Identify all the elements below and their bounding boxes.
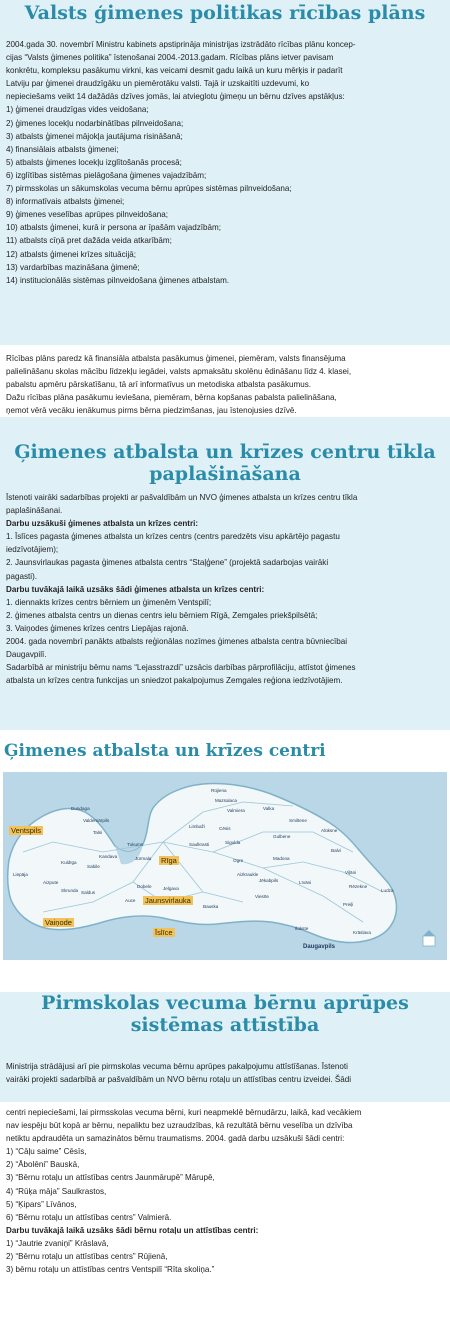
svg-text:Tukums: Tukums: [127, 842, 144, 847]
paragraph-line: nav iespēju būt kopā ar bērnu, nepaliktu bez uzraudzības, kā rezultātā bērnu veselība un dzīvība: [6, 1121, 353, 1131]
list-item: 5) “Ķipars” Līvānos,: [6, 1199, 77, 1209]
section-family-policy: [0, 0, 450, 345]
list-item: 4) “Rūķa māja” Saulkrastos,: [6, 1186, 107, 1196]
list-item: 2. ģimenes atbalsta centrs un dienas centrs ielu bērniem Rīgā, Zemgales priekšpilsētā;: [6, 610, 318, 620]
svg-text:Smiltene: Smiltene: [289, 818, 307, 823]
section-preschool-care: [0, 992, 450, 1102]
list-item: 1. diennakts krīzes centrs bērniem un ģimenēm Ventspilī;: [6, 597, 212, 607]
list-item: 12) atbalsts ģimenei krīzes situācijā;: [6, 249, 137, 259]
paragraph-line: atbalsta un krīzes centra funkcijas un sniedzot pakalpojumus Zemgales reģiona iedzīvotājiem.: [6, 676, 343, 686]
list-item: 6) izglītības sistēmas pielāgošana ģimenes vajadzībām;: [6, 170, 207, 180]
paragraph-line: Sadarbībā ar ministriju bērnu nams “Lejasstrazdi” uzsācis darbības pārprofilāciju, attīstot ģimenes: [6, 663, 356, 673]
svg-text:Krāslava: Krāslava: [353, 930, 371, 935]
map-label-ventspils: Ventspils: [11, 826, 42, 835]
map-label-islice: Īslīce: [155, 928, 173, 937]
paragraph-line: centri nepieciešami, lai pirmsskolas vecuma bērni, kuri neapmeklē bērnudārzu, laikā, kad vecākiem: [6, 1108, 362, 1117]
map-label-jaunsvirlauka: Jaunsvirlauka: [145, 896, 191, 905]
map-title: Ģimenes atbalsta un krīzes centri: [4, 741, 326, 761]
svg-text:Saulkrasti: Saulkrasti: [189, 842, 210, 847]
svg-text:Bauska: Bauska: [203, 904, 219, 909]
list-item: iedzīvotājiem);: [6, 545, 59, 555]
section-title: Valsts ģimenes politikas rīcības plāns: [24, 2, 426, 24]
list-item: 1) “Cāļu saime” Cēsīs,: [6, 1147, 87, 1157]
list-item: 2. Jaunsvirlaukas pagasta ģimenes atbalsta centrs “Staļģene” (projektā sadarbojas vairāki: [6, 558, 329, 568]
svg-text:Līvāni: Līvāni: [299, 880, 312, 885]
list-item: 11) atbalsts cīņā pret dažāda veida atkarībām;: [6, 236, 172, 246]
svg-text:Jēkabpils: Jēkabpils: [259, 878, 279, 883]
svg-text:Dundaga: Dundaga: [71, 806, 90, 811]
list-item: 4) finansiālais atbalsts ģimenei;: [6, 144, 119, 154]
svg-text:Sigulda: Sigulda: [225, 840, 241, 845]
section-family-policy-after: [0, 345, 450, 417]
svg-text:Cēsis: Cēsis: [219, 826, 231, 831]
intro-line: Ministrija strādājusi arī pie pirmskolas vecuma bērnu aprūpes pakalpojumu attīstīšanas. Īstenoti: [6, 1062, 348, 1071]
svg-text:Preiļi: Preiļi: [343, 902, 354, 907]
map-label-vainode: Vaiņode: [45, 918, 72, 927]
svg-text:Alūksne: Alūksne: [321, 828, 338, 833]
svg-text:Rūjiena: Rūjiena: [211, 788, 227, 793]
svg-text:Liepāja: Liepāja: [13, 872, 28, 877]
intro-line: Latviju par ģimenei draudzīgāku un piemērotāku valsti. Tajā ir uzskaitīti uzdevumi, ko: [6, 79, 310, 89]
list-item: 3) bērnu rotaļu un attīstības centrs Ventspilī “Rīta skoliņa.”: [6, 1265, 215, 1275]
list-heading: Darbu tuvākajā laikā uzsāks šādi bērnu rotaļu un attīstības centri:: [6, 1225, 259, 1235]
intro-line: konkrētu, kompleksu pasākumu virkni, kas veicami desmit gadu laikā un kuru mērķis ir padarīt: [6, 66, 343, 76]
svg-text:Gulbene: Gulbene: [273, 834, 291, 839]
svg-text:Sabile: Sabile: [87, 864, 100, 869]
section-crisis-centres: [0, 417, 450, 730]
section-title: Pirmskolas vecuma bērnu aprūpes: [41, 992, 409, 1014]
paragraph-line: palielināšanu skolas mācību līdzekļu iegādei, valsts apmaksātu skolēnu ēdināšanu līdz 4. klasei,: [6, 367, 352, 377]
section-title: Ģimenes atbalsta un krīzes centru tīkla: [14, 441, 436, 463]
svg-text:Dobele: Dobele: [137, 884, 152, 889]
list-item: 3) atbalsts ģimenei mājokļa jautājuma risināšanā;: [6, 131, 183, 141]
svg-text:Ludza: Ludza: [381, 888, 394, 893]
house-icon: [423, 936, 435, 946]
section-preschool-care-body: [0, 1102, 450, 1318]
plan-items-list: [0, 103, 450, 286]
svg-text:Aizpute: Aizpute: [43, 880, 59, 885]
svg-text:Jelgava: Jelgava: [163, 886, 179, 891]
paragraph-line: Dažu rīcības plāna pasākumu ieviešana, piemēram, bērna kopšanas pabalsta palielināšana,: [6, 393, 337, 403]
intro-line: 2004.gada 30. novembrī Ministru kabinets apstiprināja ministrijas izstrādāto rīcības plānu koncep-: [6, 40, 356, 49]
svg-text:Ogre: Ogre: [233, 858, 244, 863]
list-item: 9) ģimenes veselības aprūpes pilnveidošana;: [6, 210, 168, 220]
list-item: 5) atbalsts ģimenes locekļu izglītošanās procesā;: [6, 157, 182, 167]
list-item: 2) “Ābolēni” Bauskā,: [6, 1160, 80, 1170]
intro-line: Īstenoti vairāki sadarbības projekti ar pašvaldībām un NVO ģimenes atbalsta un krīzes centru tīkla: [6, 493, 358, 502]
list-item: 13) vardarbības mazināšana ģimenē;: [6, 262, 140, 272]
paragraph-line: ņemot vērā vecāku ienākumus pirms bērna piedzimšanas, jau īstenojusies dzīvē.: [6, 406, 297, 416]
svg-text:Mazsalaca: Mazsalaca: [215, 798, 237, 803]
svg-text:Viļāni: Viļāni: [345, 870, 357, 875]
svg-text:Madona: Madona: [273, 856, 290, 861]
list-item: 7) pirmsskolas un sākumskolas vecuma bērnu aprūpes sistēmas pilnveidošana;: [6, 184, 292, 194]
intro-line: cijas “Valsts ģimenes politika” īstenošanai 2004.-2013.gadam. Rīcības plāns ietver pavisam: [6, 53, 334, 63]
svg-text:Saldus: Saldus: [81, 890, 96, 895]
latvia-map: [3, 772, 447, 960]
list-item: 6) “Bērnu rotaļu un attīstības centrs” Valmierā.: [6, 1212, 172, 1222]
paragraph-line: Rīcības plāns paredz kā finansiāla atbalsta pasākumus ģimenei, piemēram, valsts finansējuma: [6, 354, 346, 363]
list-heading: Darbu uzsākuši ģimenes atbalsta un krīzes centri:: [6, 519, 199, 529]
svg-text:Aizkraukle: Aizkraukle: [237, 872, 259, 877]
paragraph-line: 2004. gada novembrī panākts atbalsts reģionālas nozīmes ģimenes atbalsta centra būvniecībai: [6, 637, 348, 647]
list-item: 2) ģimenes locekļu nodarbinātības pilnveidošana;: [6, 118, 184, 128]
list-item: 3. Vaiņodes ģimenes krīzes centrs Liepājas rajonā.: [6, 623, 189, 633]
svg-text:Skrunda: Skrunda: [61, 888, 79, 893]
list-item: 10) atbalsts ģimenei, kurā ir persona ar īpašām vajadzībām;: [6, 223, 222, 233]
svg-text:Valdemārpils: Valdemārpils: [83, 818, 110, 823]
list-item: 1. Īslīces pagasta ģimenes atbalsta un krīzes centrs (centrs paredzēts visu apkārtējo pagastu: [6, 532, 340, 542]
svg-text:Talsi: Talsi: [93, 830, 103, 835]
section-intro: [0, 24, 450, 103]
svg-text:Kuldīga: Kuldīga: [61, 860, 77, 865]
section-title: paplašināšana: [149, 463, 301, 485]
svg-text:Rēzekne: Rēzekne: [349, 884, 368, 889]
svg-text:Auce: Auce: [125, 898, 136, 903]
list-item: 8) informatīvais atbalsts ģimenei;: [6, 197, 125, 207]
intro-line: nepieciešams veikt 14 dažādās dzīves jomās, lai atvieglotu ģimeņu un bērnu dzīves apstākļus:: [6, 92, 345, 102]
list-item: pagasti).: [6, 571, 38, 581]
paragraph-line: Daugavpilī.: [6, 650, 47, 660]
map-label-riga: Rīga: [161, 856, 177, 865]
paragraph-line: netiktu apdraudēta un samazinātos bērnu traumatisms. 2004. gadā darbu uzsākuši šādi centri:: [6, 1134, 345, 1144]
list-heading: Darbu tuvākajā laikā uzsāks šādi ģimenes atbalsta un krīzes centri:: [6, 584, 265, 594]
section-title: sistēmas attīstība: [130, 1014, 320, 1036]
svg-text:Daugavpils: Daugavpils: [303, 944, 336, 950]
svg-text:Viesīte: Viesīte: [255, 894, 269, 899]
svg-text:Kandava: Kandava: [99, 854, 118, 859]
map-graphic: [3, 772, 447, 960]
svg-text:Limbaži: Limbaži: [189, 824, 205, 829]
paragraph-line: pabalstu apmēru pārskatīšanu, tā arī informatīvus un metodiska atbalsta pasākumus.: [6, 380, 312, 390]
list-item: 3) “Bērnu rotaļu un attīstības centrs Jaunmārupē” Mārupē,: [6, 1173, 215, 1183]
svg-text:Valmiera: Valmiera: [227, 808, 245, 813]
svg-text:Balvi: Balvi: [331, 848, 341, 853]
intro-line: paplašināšanai.: [6, 506, 63, 516]
intro-line: vairāki projekti sadarbībā ar pašvaldībām un NVO bērnu rotaļu un attīstības centru izveidei. Šādi: [6, 1075, 352, 1085]
svg-text:Valka: Valka: [263, 806, 275, 811]
list-item: 1) ģimenei draudzīgas vides veidošana;: [6, 105, 149, 115]
list-item: 2) “Bērnu rotaļu un attīstības centrs” Rūjienā,: [6, 1252, 168, 1262]
list-item: 1) “Jautrie zvaniņi” Krāslavā,: [6, 1238, 109, 1248]
list-item: 14) institucionālās sistēmas pilnveidošana ģimenes atbalstam.: [6, 275, 230, 285]
svg-text:Jūrmala: Jūrmala: [135, 856, 152, 861]
svg-text:Ilūkste: Ilūkste: [295, 926, 309, 931]
